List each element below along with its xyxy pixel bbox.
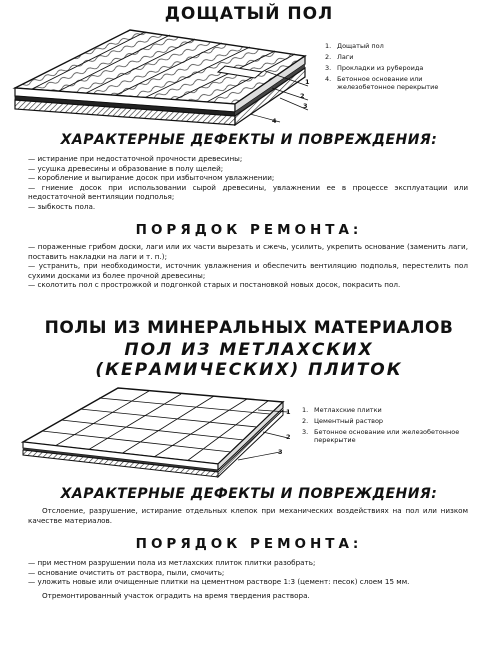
legend-item: 1. Дощатый пол <box>325 42 384 50</box>
list-item: — устранить, при необходимости, источник увлажнения и обеспечить вентиляцию подполья, переcтелить пол сухими досками из более прочной древесины; <box>28 261 468 280</box>
callout-2: 2 <box>300 92 305 100</box>
list-item: — коробление и выпирание досок при избыточном увлажнении; <box>28 173 275 183</box>
list-item: — зыбкость пола. <box>28 201 96 211</box>
callout-1: 1 <box>305 78 310 86</box>
repair-list-2 <box>28 558 468 600</box>
repair-heading-1: ПОРЯДОК РЕМОНТА: <box>135 222 363 238</box>
legend-item: 4. Бетонное основание или железобетонное перекрытие <box>325 75 439 91</box>
defects-heading-1: ХАРАКТЕРНЫЕ ДЕФЕКТЫ И ПОВРЕЖДЕНИЯ: <box>60 132 438 148</box>
list-item: — уложить новые или очищенные плитки на цементном растворе 1:3 (цемент: песок) слоем 15 мм. <box>28 577 410 587</box>
legend-item: 1. Метлахские плитки <box>302 406 382 414</box>
list-item: — основание очистить от раствора, пыли, смочить; <box>28 567 225 577</box>
tile-floor-legend <box>302 406 462 447</box>
legend-item: 3. Бетонное основание или железобетонное перекрытие <box>302 428 460 444</box>
page-title: ДОЩАТЫЙ ПОЛ <box>164 4 334 24</box>
wood-floor-drawing <box>10 26 315 126</box>
legend-item: 3. Прокладки из рубероида <box>325 64 424 72</box>
list-item: — истирание при недостаточной прочности древесины; <box>28 154 243 163</box>
tile-callout-2: 2 <box>286 433 291 441</box>
tile-floor-figure <box>18 380 293 478</box>
callout-4: 4 <box>272 117 277 125</box>
legend-item: 2. Лаги <box>325 53 354 61</box>
list-item: — при местном разрушении пола из метлахских плиток плитки разобрать; <box>28 558 316 567</box>
list-item: — гниение досок при использовании сырой древесины, увлажнении ее в процессе эксплуатации или недостаточной вентиляции подполья; <box>28 182 468 202</box>
mineral-floors-title: ПОЛЫ ИЗ МИНЕРАЛЬНЫХ МАТЕРИАЛОВ <box>44 318 454 338</box>
tile-floor-drawing <box>18 380 293 478</box>
defects-text-2: Отслоение, разрушение, истирание отдельных клепок при механических воздействиях на пол или низком качестве материалов. <box>28 506 468 525</box>
repair-list-1 <box>28 242 468 290</box>
callout-3: 3 <box>303 102 308 110</box>
list-item: — пораженные грибом доски, лаги или их части вырезать и сжечь, усилить, укрепить основание (заменить лаги, поставить накладки на лаги и т. п.); <box>28 242 468 261</box>
defects-list-1 <box>28 154 468 212</box>
tile-callout-1: 1 <box>286 408 291 416</box>
closing-note: Отремонтированный участок оградить на время твердения раствора. <box>42 590 310 600</box>
repair-heading-2: ПОРЯДОК РЕМОНТА: <box>135 536 363 552</box>
metlakh-title: ПОЛ ИЗ МЕТЛАХСКИХ <box>124 340 374 360</box>
tile-callout-3: 3 <box>278 448 283 456</box>
wood-floor-legend <box>325 42 465 94</box>
wood-floor-figure <box>10 26 315 126</box>
defects-heading-2: ХАРАКТЕРНЫЕ ДЕФЕКТЫ И ПОВРЕЖДЕНИЯ: <box>60 486 438 502</box>
list-item: — усушка древесины и образование в полу щелей; <box>28 163 224 173</box>
legend-item: 2. Цементный раствор <box>302 417 384 425</box>
list-item: — сколотить пол с прострожкой и подгонкой старых и постановкой новых досок, покрасить пол. <box>28 280 401 290</box>
ceramic-title: (КЕРАМИЧЕСКИХ) ПЛИТОК <box>95 360 403 380</box>
